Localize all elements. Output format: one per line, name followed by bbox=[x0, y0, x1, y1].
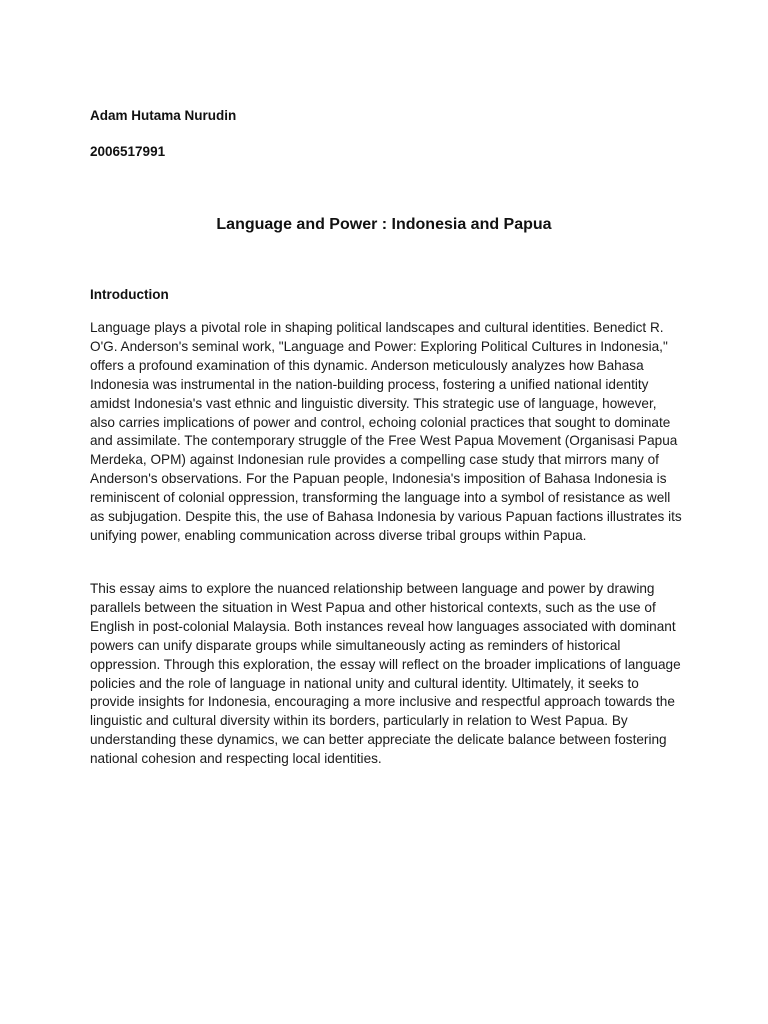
author-name: Adam Hutama Nurudin bbox=[90, 108, 237, 123]
document-title: Language and Power : Indonesia and Papua bbox=[216, 216, 552, 233]
student-id: 2006517991 bbox=[90, 144, 166, 159]
introduction-paragraph-2: This essay aims to explore the nuanced relationship between language and power by drawing parallels between the situation in West Papua and other historical contexts, such as the use of English in post-colonial Malaysia. Both instances reveal how languages associated with dominant powers can unify disparate groups while simultaneously acting as reminders of historical oppression. Through this exploration, the essay will reflect on the broader implications of language policies and the role of language in national unity and cultural identity. Ultimately, it seeks to provide insights for Indonesia, encouraging a more inclusive and respectful approach towards the linguistic and cultural diversity within its borders, particularly in relation to West Papua. By understanding these dynamics, we can better appreciate the delicate balance between fostering national cohesion and respecting local identities. bbox=[90, 581, 681, 767]
introduction-paragraph-1: Language plays a pivotal role in shaping political landscapes and cultural identities. Benedict R. O'G. Anderson's seminal work, "Language and Power: Exploring Political Cultures in Indonesia," offers a profound examination of this dynamic. Anderson meticulously analyzes how Bahasa Indonesia was instrumental in the nation-building process, fostering a unified national identity amidst Indonesia's vast ethnic and linguistic diversity. This strategic use of language, however, also carries implications of power and control, echoing colonial practices that sought to dominate and assimilate. The contemporary struggle of the Free West Papua Movement (Organisasi Papua Merdeka, OPM) against Indonesian rule provides a compelling case study that mirrors many of Anderson's observations. For the Papuan people, Indonesia's imposition of Bahasa Indonesia is reminiscent of colonial oppression, transforming the language into a symbol of resistance as well as subjugation. Despite this, the use of Bahasa Indonesia by various Papuan factions illustrates its unifying power, enabling communication across diverse tribal groups within Papua. bbox=[90, 320, 682, 543]
section-heading-introduction: Introduction bbox=[90, 287, 169, 302]
